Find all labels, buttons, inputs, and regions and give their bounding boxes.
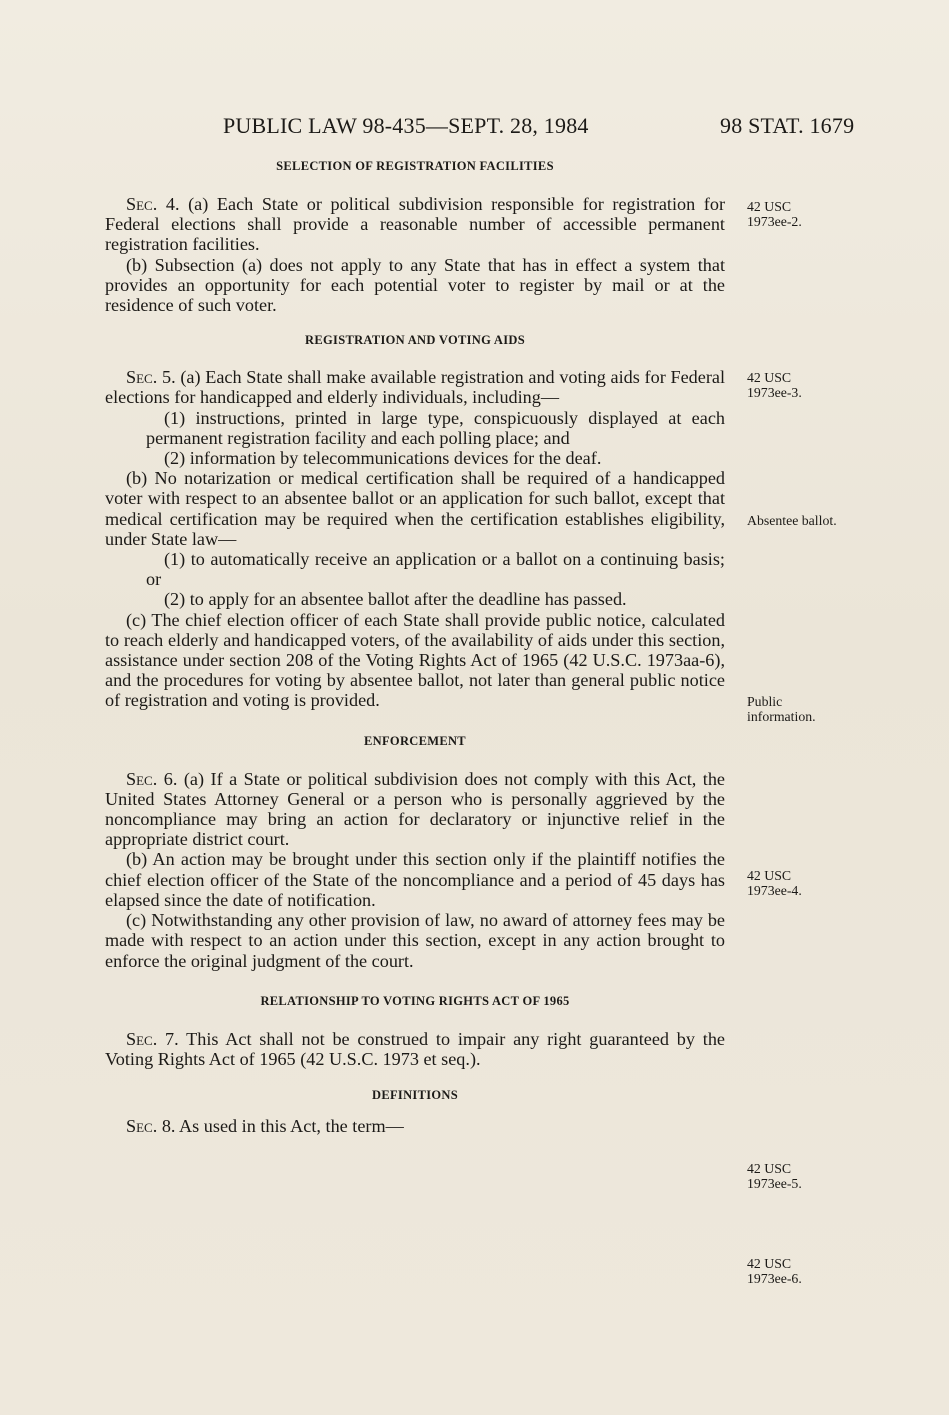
section-5-label: Sec. 5. (126, 367, 176, 388)
section-4-label: Sec. 4. (126, 194, 180, 214)
margin-note-sec5-usc: 42 USC (747, 370, 792, 385)
section-4-para-a (105, 194, 725, 255)
section-6-label: Sec. 6. (126, 768, 178, 789)
margin-note-sec7-usc: 42 USC (747, 1161, 792, 1176)
section-6-para-c: (c) Notwithstanding any other provision of law, no award of attorney fees may be made with respect to an action under this section, except in any action brought to enforce the original judgment of the court. (105, 910, 725, 971)
section-5-para-b: (b) No notarization or medical certification shall be required of a handicapped voter with respect to an absentee ballot or an application for such ballot, except that medical certification may be required when the certification establishes eligibility, under State law— (105, 468, 725, 549)
margin-note-sec7 (747, 1161, 867, 1191)
section-6-para-a-text: (a) If a State or political subdivision does not comply with this Act, the United States Attorney General or a person who is personally aggrieved by the noncompliance may bring an action for declaratory or injunctive relief in the appropriate district court. (105, 768, 726, 850)
section-7-para-text: This Act shall not be construed to impair any right guaranteed by the Voting Rights Act of 1965 (42 U.S.C. 1973 et seq.). (105, 1028, 725, 1069)
margin-note-sec4-code: 1973ee-2. (747, 214, 802, 229)
section-7-para (105, 1029, 725, 1069)
margin-note-absentee-text: Absentee ballot. (747, 513, 837, 528)
margin-note-sec5-code: 1973ee-3. (747, 385, 802, 400)
section-8-label: Sec. 8. (126, 1116, 176, 1137)
page-header (0, 113, 949, 141)
section-4-heading: SELECTION OF REGISTRATION FACILITIES (276, 159, 554, 173)
section-5-para-c: (c) The chief election officer of each State shall provide public notice, calculated to reach elderly and handicapped voters, of the availability of aids under this section, assistance under section 208 of the Voting Rights Act of 1965 (42 U.S.C. 1973aa-6), and the procedures for voting by absentee ballot, not later than general public notice of registration and voting is provided. (105, 609, 725, 711)
section-8-para (105, 1116, 725, 1136)
section-6 (105, 733, 725, 971)
margin-note-public-information (747, 694, 867, 724)
section-8-para-text: As used in this Act, the term— (179, 1116, 404, 1137)
margin-note-sec7-code: 1973ee-5. (747, 1176, 802, 1191)
section-4-para-a-text: (a) Each State or political subdivision responsible for registration for Federal elections shall provide a reasonable number of accessible permanent registration facilities. (105, 194, 726, 255)
section-4-para-b: (b) Subsection (a) does not apply to any State that has in effect a system that provides an opportunity for each potential voter to register by mail or at the residence of such voter. (105, 254, 725, 316)
section-5-item-a2: (2) information by telecommunications devices for the deaf. (164, 448, 602, 469)
main-text-column (105, 158, 725, 1136)
section-5-item-a1: (1) instructions, printed in large type, conspicuously displayed at each permanent registration facility and each polling place; and (146, 407, 725, 448)
section-5-item-b1: (1) to automatically receive an application or a ballot on a continuing basis; or (146, 549, 725, 590)
margin-note-sec8 (747, 1256, 867, 1286)
section-6-para-b: (b) An action may be brought under this section only if the plaintiff notifies the chief election officer of the State of the noncompliance and a period of 45 days has elapsed since the date of notification. (105, 849, 725, 910)
margin-note-absentee (747, 513, 867, 528)
section-5-item-b2: (2) to apply for an absentee ballot after the deadline has passed. (164, 589, 627, 610)
margin-note-sec6 (747, 868, 867, 898)
section-6-heading: ENFORCEMENT (364, 733, 466, 748)
margin-note-sec8-usc: 42 USC (747, 1256, 792, 1271)
margin-note-public-line2: information. (747, 709, 816, 724)
law-title: PUBLIC LAW 98-435—SEPT. 28, 1984 (223, 113, 589, 138)
margin-note-sec6-usc: 42 USC (747, 868, 792, 883)
section-8-heading: DEFINITIONS (372, 1088, 458, 1103)
margin-note-sec5 (747, 370, 867, 400)
section-5-heading: REGISTRATION AND VOTING AIDS (305, 333, 525, 348)
section-7 (105, 993, 725, 1069)
section-4 (105, 158, 725, 315)
margin-note-sec4-usc: 42 USC (747, 199, 792, 214)
section-7-heading: RELATIONSHIP TO VOTING RIGHTS ACT OF 1965 (260, 993, 570, 1008)
section-8 (105, 1087, 725, 1136)
margin-note-public-line1: Public (747, 694, 783, 709)
section-7-label: Sec. 7. (126, 1028, 179, 1049)
section-5-para-a-text: (a) Each State shall make available registration and voting aids for Federal elections for handicapped and elderly individuals, including— (105, 367, 726, 408)
margin-note-sec6-code: 1973ee-4. (747, 883, 802, 898)
section-6-para-a (105, 769, 725, 850)
statute-reference: 98 STAT. 1679 (720, 113, 855, 138)
section-5-para-a (105, 367, 725, 407)
section-5 (105, 332, 725, 710)
margin-note-sec8-code: 1973ee-6. (747, 1271, 802, 1286)
margin-note-sec4 (747, 199, 867, 229)
